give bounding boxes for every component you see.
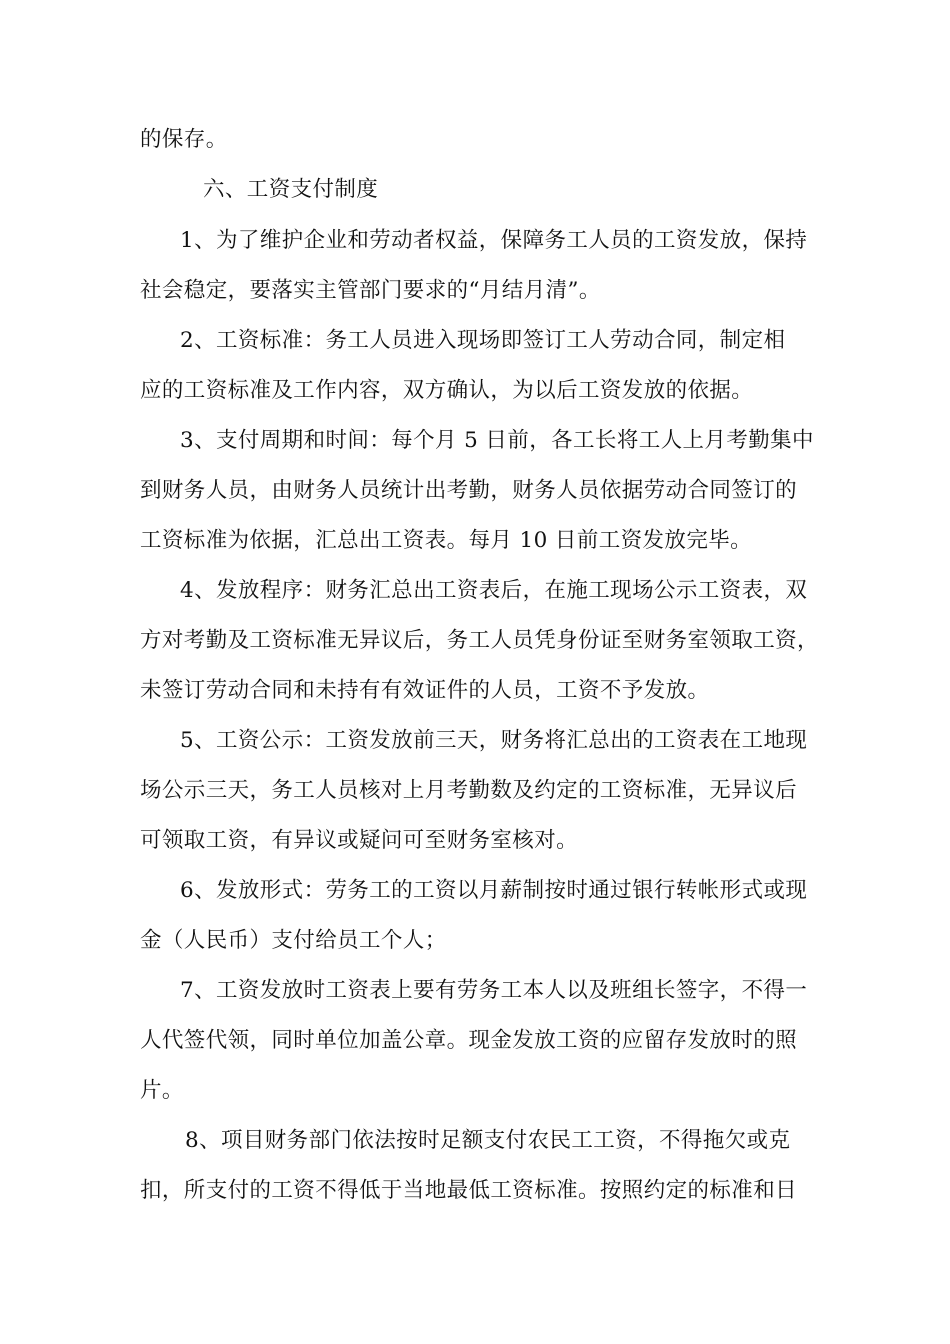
text-line: 金（人民币）支付给员工个人；	[140, 928, 447, 953]
text-line: 工资标准为依据，汇总出工资表。每月 10 日前工资发放完毕。	[140, 528, 753, 553]
text-line: 4、发放程序：财务汇总出工资表后，在施工现场公示工资表，双	[180, 578, 808, 603]
text-line: 社会稳定，要落实主管部门要求的“月结月清”。	[140, 278, 601, 303]
text-line: 未签订劳动合同和未持有有效证件的人员，工资不予发放。	[140, 678, 710, 703]
section-heading: 六、工资支付制度	[203, 177, 379, 202]
text-line: 应的工资标准及工作内容，双方确认，为以后工资发放的依据。	[140, 378, 754, 403]
text-line: 6、发放形式：劳务工的工资以月薪制按时通过银行转帐形式或现	[180, 878, 808, 903]
text-line: 场公示三天，务工人员核对上月考勤数及约定的工资标准，无异议后	[140, 778, 798, 803]
text-line: 3、支付周期和时间：每个月 5 日前，各工长将工人上月考勤集中	[180, 428, 814, 453]
text-line: 7、工资发放时工资表上要有劳务工本人以及班组长签字，不得一	[180, 978, 808, 1003]
text-line: 1、为了维护企业和劳动者权益，保障务工人员的工资发放，保持	[180, 228, 808, 253]
text-line: 人代签代领，同时单位加盖公章。现金发放工资的应留存发放时的照	[140, 1028, 798, 1053]
text-line: 8、项目财务部门依法按时足额支付农民工工资，不得拖欠或克	[185, 1128, 791, 1153]
text-line: 5、工资公示：工资发放前三天，财务将汇总出的工资表在工地现	[180, 728, 808, 753]
text-line: 片。	[140, 1078, 184, 1103]
text-line: 2、工资标准：务工人员进入现场即签订工人劳动合同，制定相	[180, 328, 786, 353]
text-line: 到财务人员，由财务人员统计出考勤，财务人员依据劳动合同签订的	[140, 478, 798, 503]
text-line: 扣，所支付的工资不得低于当地最低工资标准。按照约定的标准和日	[140, 1178, 798, 1203]
text-line: 可领取工资，有异议或疑问可至财务室核对。	[140, 828, 579, 853]
text-line: 方对考勤及工资标准无异议后，务工人员凭身份证至财务室领取工资，	[140, 628, 819, 653]
text-line: 的保存。	[140, 127, 228, 152]
